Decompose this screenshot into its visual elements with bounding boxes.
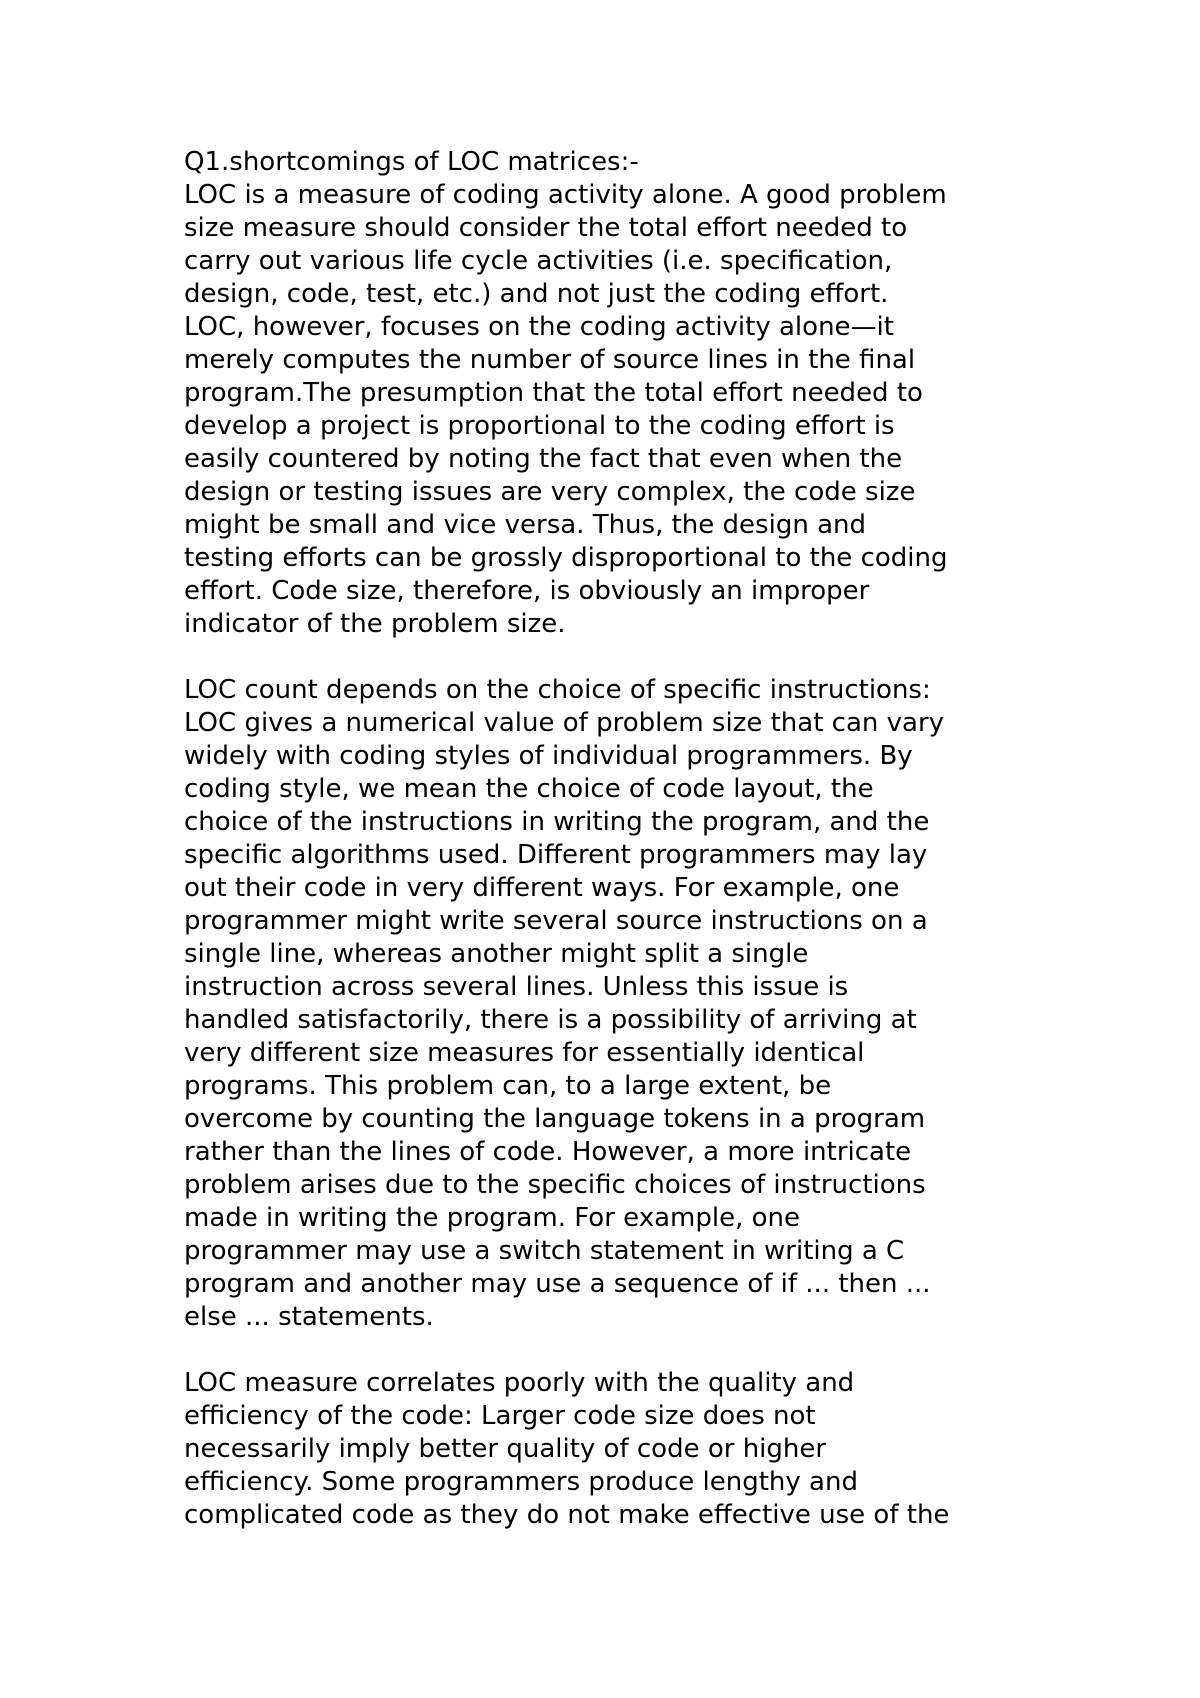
text-line: single line, whereas another might split a single [184, 939, 809, 969]
text-line: design or testing issues are very complex, the code size [184, 477, 916, 507]
text-line: carry out various life cycle activities (i.e. specification, [184, 246, 893, 276]
text-line: develop a project is proportional to the coding effort is [184, 411, 895, 441]
text-line: LOC measure correlates poorly with the quality and [184, 1368, 855, 1398]
paragraph-gap [184, 641, 1064, 674]
document-body [184, 146, 1064, 1532]
text-line: efficiency. Some programmers produce lengthy and [184, 1467, 858, 1497]
text-line: program.The presumption that the total effort needed to [184, 378, 923, 408]
text-line: programs. This problem can, to a large extent, be [184, 1071, 832, 1101]
text-line: efficiency of the code: Larger code size does not [184, 1401, 816, 1431]
text-line: size measure should consider the total effort needed to [184, 213, 908, 243]
text-line: complicated code as they do not make effective use of the [184, 1500, 950, 1530]
text-line: necessarily imply better quality of code or higher [184, 1434, 827, 1464]
text-line: instruction across several lines. Unless this issue is [184, 972, 849, 1002]
text-line: merely computes the number of source lines in the final [184, 345, 916, 375]
text-line: choice of the instructions in writing the program, and the [184, 807, 930, 837]
text-line: LOC gives a numerical value of problem size that can vary [184, 708, 945, 738]
paragraph-gap [184, 1334, 1064, 1367]
text-line: testing efforts can be grossly disproportional to the coding [184, 543, 948, 573]
text-line: LOC is a measure of coding activity alone. A good problem [184, 180, 947, 210]
text-line: widely with coding styles of individual programmers. By [184, 741, 913, 771]
text-line: coding style, we mean the choice of code layout, the [184, 774, 874, 804]
text-line: problem arises due to the specific choices of instructions [184, 1170, 926, 1200]
text-line: LOC count depends on the choice of specific instructions: [184, 675, 931, 705]
text-line: handled satisfactorily, there is a possibility of arriving at [184, 1005, 917, 1035]
text-line: very different size measures for essentially identical [184, 1038, 865, 1068]
text-line: overcome by counting the language tokens in a program [184, 1104, 926, 1134]
text-line: indicator of the problem size. [184, 609, 566, 639]
heading-line: Q1.shortcomings of LOC matrices:- [184, 147, 639, 177]
text-line: might be small and vice versa. Thus, the design and [184, 510, 866, 540]
text-line: LOC, however, focuses on the coding activity alone—it [184, 312, 894, 342]
text-line: else ... statements. [184, 1302, 434, 1332]
text-line: programmer may use a switch statement in writing a C [184, 1236, 905, 1266]
text-line: programmer might write several source instructions on a [184, 906, 928, 936]
text-line: out their code in very different ways. For example, one [184, 873, 900, 903]
text-line: effort. Code size, therefore, is obviously an improper [184, 576, 870, 606]
text-line: rather than the lines of code. However, a more intricate [184, 1137, 912, 1167]
text-line: program and another may use a sequence of if ... then ... [184, 1269, 931, 1299]
text-line: design, code, test, etc.) and not just the coding effort. [184, 279, 889, 309]
text-line: specific algorithms used. Different programmers may lay [184, 840, 928, 870]
text-line: easily countered by noting the fact that even when the [184, 444, 903, 474]
text-line: made in writing the program. For example, one [184, 1203, 800, 1233]
